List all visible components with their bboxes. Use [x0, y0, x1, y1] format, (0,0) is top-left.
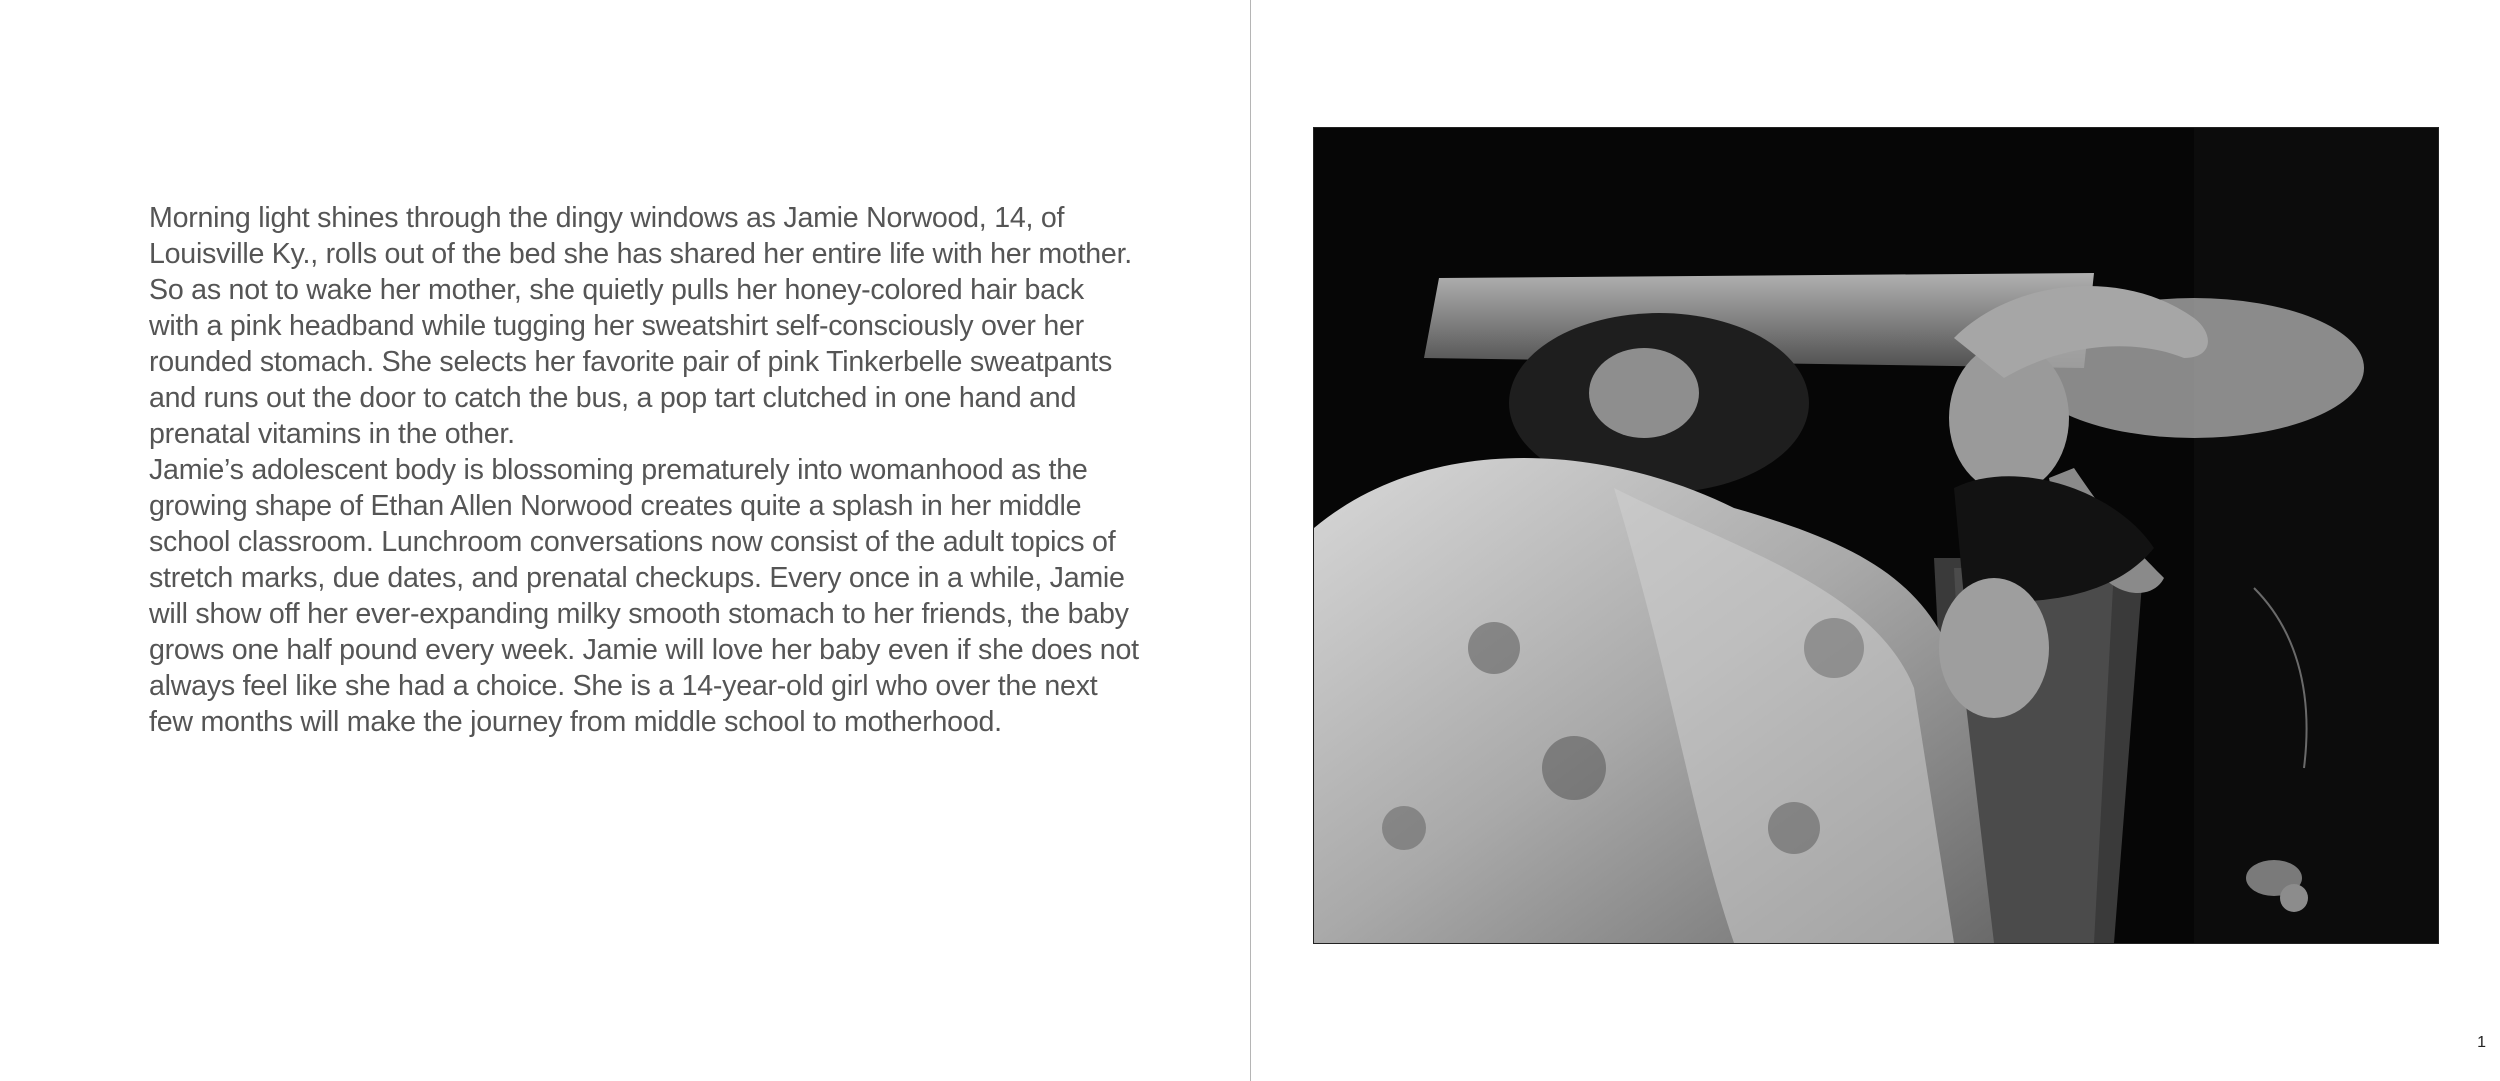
paragraph-2: Jamie’s adolescent body is blossoming prematurely into womanhood as the growing shape of Ethan Allen Norwood creates quite a splash in her middle school classroom. Lunchroom conversations now consist of the adult topics of stretch marks, due dates, and prenatal checkups. Every once in a while, Jamie will show off her ever-expanding milky smooth stomach to her friends, the baby grows one half pound every week. Jamie will love her baby even if she does not always feel like she had a choice. She is a 14-year-old girl who over the next few months will make the journey from middle school to motherhood. [149, 454, 1139, 738]
right-page [1251, 0, 2500, 1081]
black-and-white-photo [1314, 128, 2438, 943]
bedroom-photo-icon [1314, 128, 2438, 943]
page-number: 1 [2477, 1034, 2486, 1051]
body-text [149, 200, 1139, 740]
paragraph-1: Morning light shines through the dingy windows as Jamie Norwood, 14, of Louisville Ky., rolls out of the bed she has shared her entire life with her mother. So as not to wake her mother, she quietly pulls her honey-colored hair back with a pink headband while tugging her sweatshirt self-consciously over her rounded stomach. She selects her favorite pair of pink Tinkerbelle sweatpants and runs out the door to catch the bus, a pop tart clutched in one hand and prenatal vitamins in the other. [149, 202, 1132, 450]
